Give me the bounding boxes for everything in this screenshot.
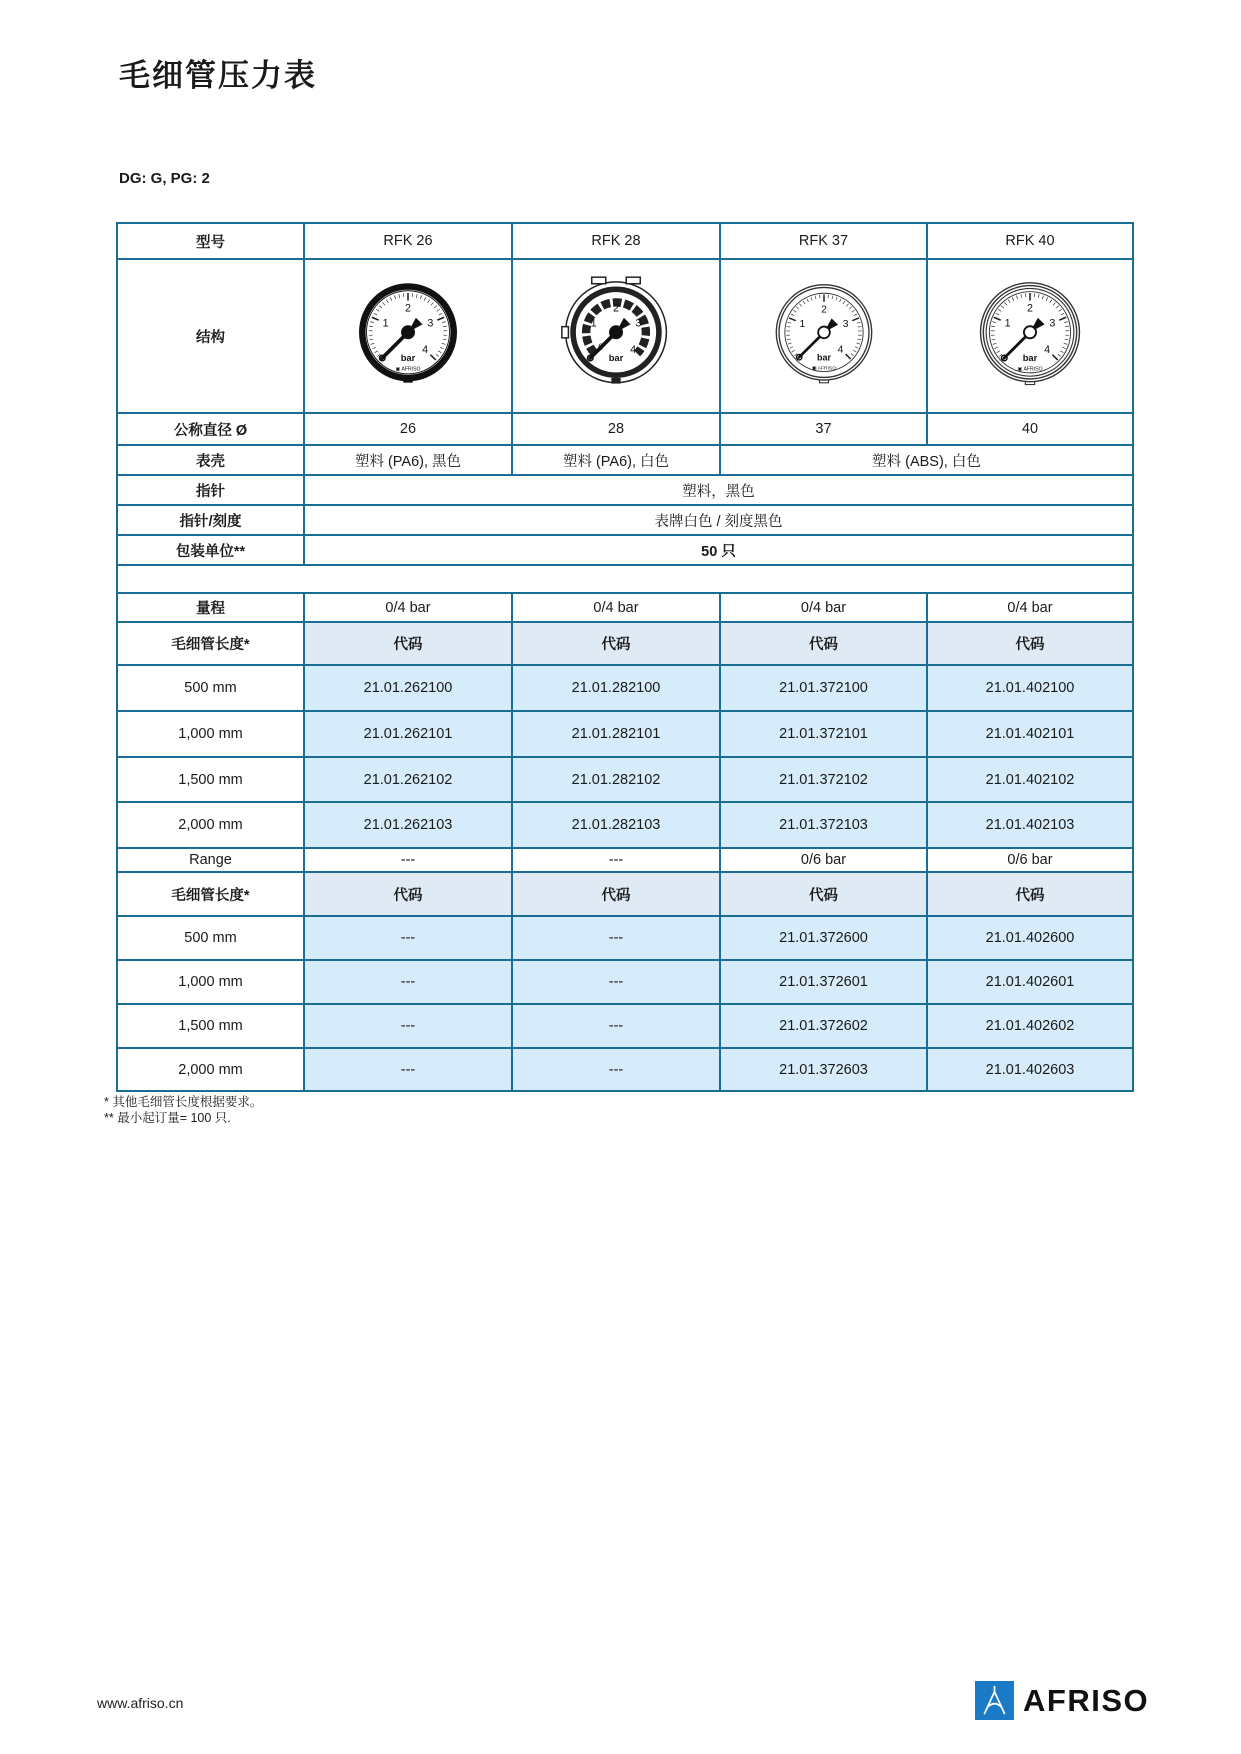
table-row-model (117, 223, 1133, 259)
order-code: 21.01.262101 (304, 711, 512, 757)
svg-text:1: 1 (1004, 317, 1011, 330)
range-value: --- (512, 848, 720, 872)
svg-text:2: 2 (820, 304, 827, 316)
length-label: 1,000 mm (117, 711, 304, 757)
order-code: 21.01.262100 (304, 665, 512, 711)
table-row-packing (117, 535, 1133, 565)
code-header: 代码 (927, 622, 1133, 665)
table-row-length-2000-1 (117, 802, 1133, 848)
order-code: --- (512, 960, 720, 1004)
svg-text:bar: bar (1022, 353, 1038, 364)
svg-text:4: 4 (422, 344, 429, 357)
svg-text:▣ AFRISO: ▣ AFRISO (1017, 366, 1043, 373)
table-row-structure (117, 259, 1133, 413)
table-row-code-header-2 (117, 872, 1133, 916)
table-row-diameter (117, 413, 1133, 445)
order-code: 21.01.372103 (720, 802, 927, 848)
order-code: --- (304, 1004, 512, 1048)
order-code: --- (304, 960, 512, 1004)
range-value: 0/4 bar (720, 593, 927, 622)
case-value: 塑料 (PA6), 黑色 (304, 445, 512, 475)
pointer-value: 塑料，黑色 (304, 475, 1133, 505)
range-value: 0/4 bar (304, 593, 512, 622)
svg-text:1: 1 (382, 317, 389, 330)
table-row-case (117, 445, 1133, 475)
table-row-dial (117, 505, 1133, 535)
code-header: 代码 (927, 872, 1133, 916)
table-row-code-header-1 (117, 622, 1133, 665)
afriso-logo (975, 1681, 1149, 1720)
spacer-cell (117, 565, 1133, 593)
diameter-value: 26 (304, 413, 512, 445)
table-row-length-2000-2 (117, 1048, 1133, 1091)
order-code: --- (512, 1004, 720, 1048)
svg-text:4: 4 (1044, 344, 1051, 357)
svg-text:4: 4 (630, 344, 637, 357)
row-label-model: 型号 (117, 223, 304, 259)
order-code: 21.01.372601 (720, 960, 927, 1004)
order-code: 21.01.282101 (512, 711, 720, 757)
row-label-packing: 包装单位** (117, 535, 304, 565)
svg-text:bar: bar (400, 353, 416, 364)
length-label: 1,000 mm (117, 960, 304, 1004)
order-code: 21.01.372602 (720, 1004, 927, 1048)
svg-text:▣ AFRISO: ▣ AFRISO (811, 366, 836, 372)
order-code: 21.01.402601 (927, 960, 1133, 1004)
table-row-length-500-2 (117, 916, 1133, 960)
pressure-gauge-rfk40-icon (974, 276, 1086, 396)
range-value: --- (304, 848, 512, 872)
packing-value: 50 只 (304, 535, 1133, 565)
order-code: 21.01.402600 (927, 916, 1133, 960)
length-label: 500 mm (117, 665, 304, 711)
product-class-code: DG: G, PG: 2 (119, 170, 210, 187)
order-code: 21.01.372102 (720, 757, 927, 802)
pressure-gauge-rfk26-icon (352, 276, 464, 396)
order-code: 21.01.402602 (927, 1004, 1133, 1048)
table-row-length-1500-1 (117, 757, 1133, 802)
order-code: 21.01.402603 (927, 1048, 1133, 1091)
svg-text:▣ AFRISO: ▣ AFRISO (395, 366, 421, 373)
row-label-pointer: 指针 (117, 475, 304, 505)
length-label: 500 mm (117, 916, 304, 960)
row-label-diameter: 公称直径 Ø (117, 413, 304, 445)
table-row-length-500-1 (117, 665, 1133, 711)
row-label-range-1: 量程 (117, 593, 304, 622)
length-label: 1,500 mm (117, 1004, 304, 1048)
page-title: 毛细管压力表 (119, 58, 317, 93)
code-header: 代码 (304, 622, 512, 665)
model-header-rfk37: RFK 37 (720, 223, 927, 259)
svg-text:3: 3 (1049, 317, 1056, 330)
length-label: 2,000 mm (117, 1048, 304, 1091)
range-value: 0/4 bar (927, 593, 1133, 622)
model-header-rfk28: RFK 28 (512, 223, 720, 259)
row-label-range-2: Range (117, 848, 304, 872)
order-code: 21.01.262103 (304, 802, 512, 848)
order-code: 21.01.372600 (720, 916, 927, 960)
order-code: 21.01.262102 (304, 757, 512, 802)
code-header: 代码 (512, 622, 720, 665)
row-label-dial: 指针/刻度 (117, 505, 304, 535)
svg-text:3: 3 (842, 319, 849, 331)
diameter-value: 28 (512, 413, 720, 445)
row-label-case: 表壳 (117, 445, 304, 475)
code-header: 代码 (304, 872, 512, 916)
case-value: 塑料 (PA6), 白色 (512, 445, 720, 475)
case-value: 塑料 (ABS), 白色 (720, 445, 1133, 475)
row-label-capillary-length-1: 毛细管长度* (117, 622, 304, 665)
order-code: 21.01.282102 (512, 757, 720, 802)
order-code: --- (304, 1048, 512, 1091)
website-link[interactable]: www.afriso.cn (97, 1695, 184, 1711)
table-spacer-row (117, 565, 1133, 593)
order-code: 21.01.402101 (927, 711, 1133, 757)
code-header: 代码 (720, 622, 927, 665)
pressure-gauge-rfk28-icon (560, 276, 672, 396)
svg-text:3: 3 (427, 317, 434, 330)
svg-text:1: 1 (798, 319, 805, 331)
afriso-wordmark: AFRISO (1023, 1683, 1150, 1718)
order-code: 21.01.372603 (720, 1048, 927, 1091)
length-label: 2,000 mm (117, 802, 304, 848)
table-row-range-1 (117, 593, 1133, 622)
order-code: 21.01.372101 (720, 711, 927, 757)
footnote-2: ** 最小起订量= 100 只. (104, 1111, 231, 1125)
svg-text:2: 2 (1027, 302, 1033, 315)
order-code: --- (512, 1048, 720, 1091)
order-code: 21.01.402100 (927, 665, 1133, 711)
order-code: --- (512, 916, 720, 960)
dial-value: 表牌白色 / 刻度黑色 (304, 505, 1133, 535)
svg-text:3: 3 (635, 317, 642, 330)
table-row-pointer (117, 475, 1133, 505)
row-label-structure: 结构 (117, 259, 304, 413)
svg-text:4: 4 (837, 344, 843, 356)
order-code: --- (304, 916, 512, 960)
svg-text:1: 1 (590, 317, 597, 330)
model-header-rfk40: RFK 40 (927, 223, 1133, 259)
row-label-capillary-length-2: 毛细管长度* (117, 872, 304, 916)
svg-text:bar: bar (608, 353, 624, 364)
product-spec-table (116, 222, 1134, 1092)
table-row-length-1000-1 (117, 711, 1133, 757)
length-label: 1,500 mm (117, 757, 304, 802)
code-header: 代码 (512, 872, 720, 916)
order-code: 21.01.372100 (720, 665, 927, 711)
svg-text:2: 2 (613, 302, 619, 315)
afriso-mark-icon (975, 1681, 1014, 1720)
order-code: 21.01.282100 (512, 665, 720, 711)
order-code: 21.01.402102 (927, 757, 1133, 802)
svg-text:bar: bar (816, 352, 831, 363)
footnote-1: * 其他毛细管长度根据要求。 (104, 1095, 263, 1109)
pressure-gauge-rfk37-icon (770, 277, 878, 395)
table-row-length-1000-2 (117, 960, 1133, 1004)
svg-text:2: 2 (405, 302, 411, 315)
code-header: 代码 (720, 872, 927, 916)
diameter-value: 40 (927, 413, 1133, 445)
table-row-range-2 (117, 848, 1133, 872)
range-value: 0/6 bar (720, 848, 927, 872)
order-code: 21.01.402103 (927, 802, 1133, 848)
table-row-length-1500-2 (117, 1004, 1133, 1048)
range-value: 0/6 bar (927, 848, 1133, 872)
order-code: 21.01.282103 (512, 802, 720, 848)
range-value: 0/4 bar (512, 593, 720, 622)
footnotes (104, 1094, 262, 1126)
diameter-value: 37 (720, 413, 927, 445)
model-header-rfk26: RFK 26 (304, 223, 512, 259)
